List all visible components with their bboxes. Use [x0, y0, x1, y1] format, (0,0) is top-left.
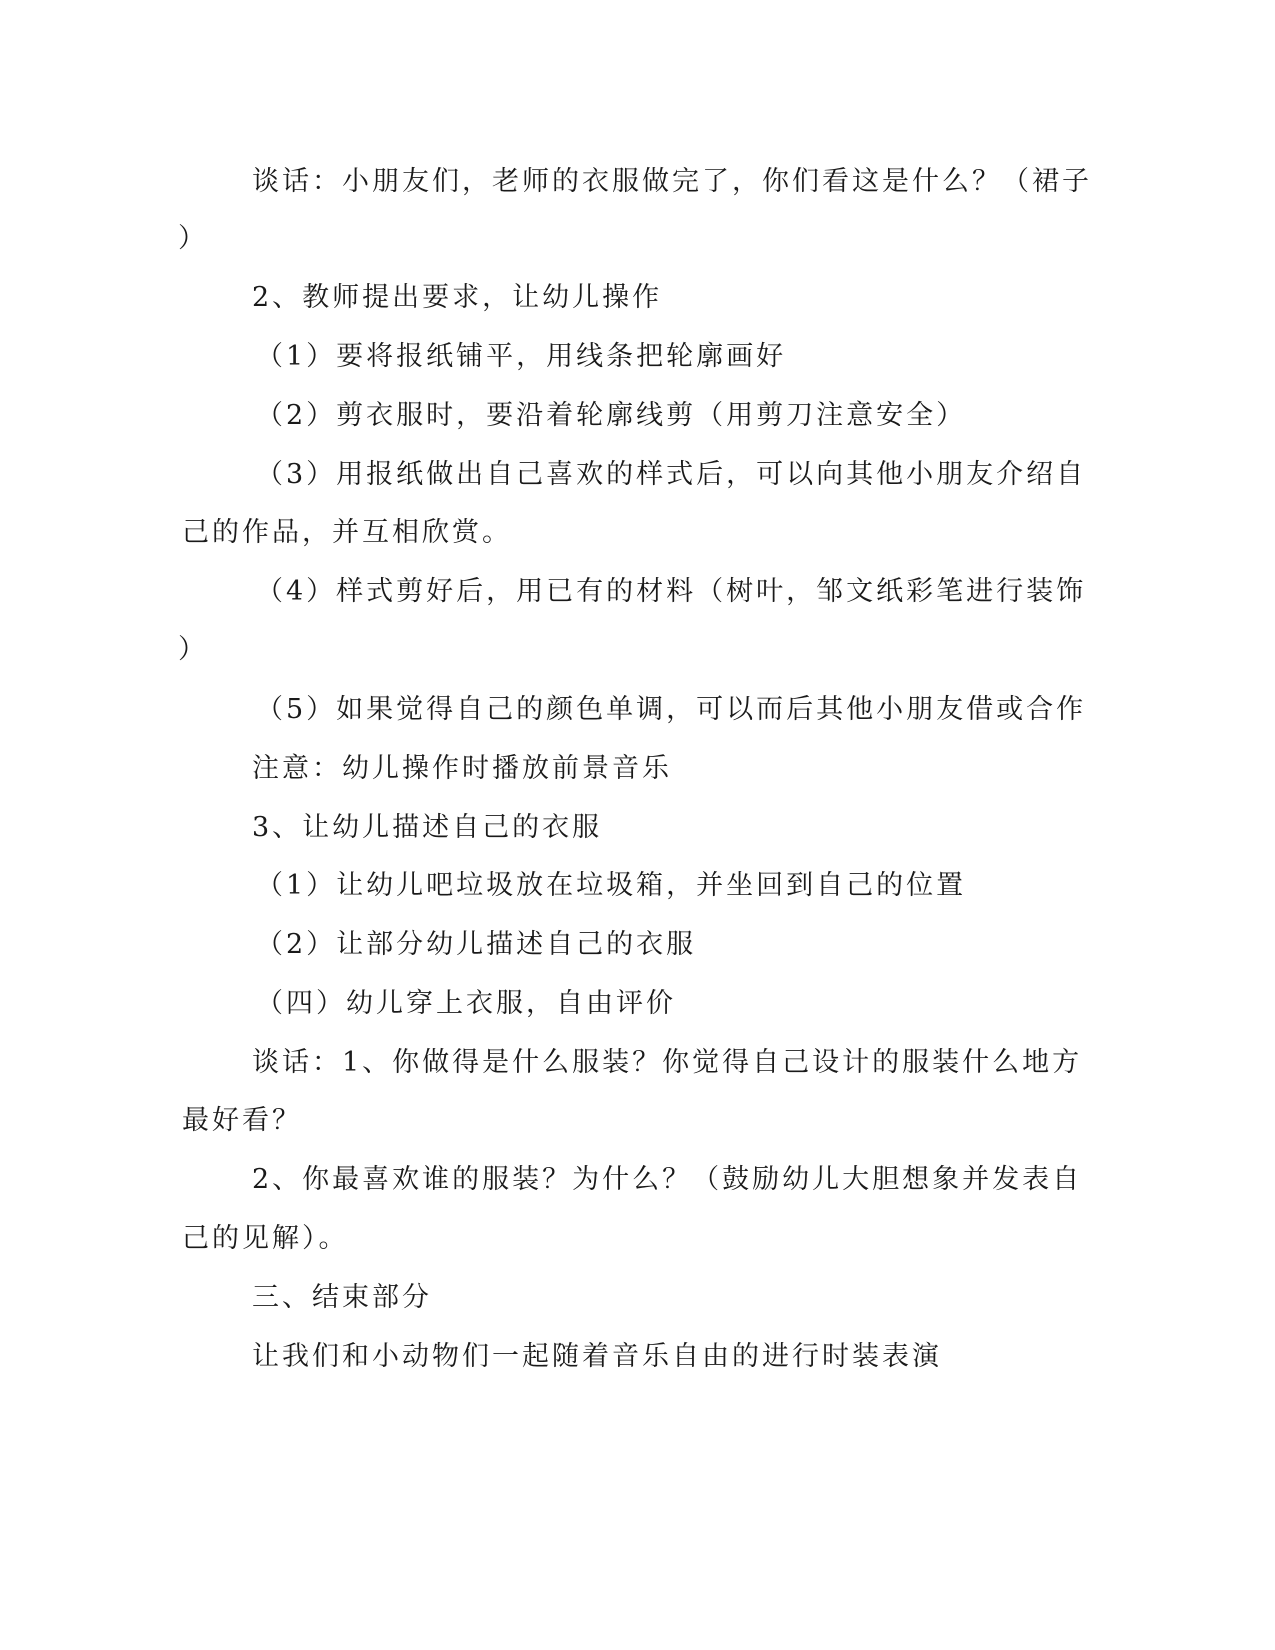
text-line: ）	[178, 634, 208, 665]
text-line: 三、结束部分	[252, 1282, 432, 1313]
text-line: ）	[178, 223, 208, 254]
text-line: 3、让幼儿描述自己的衣服	[252, 812, 603, 843]
text-line: （4）样式剪好后，用已有的材料（树叶，邹文纸彩笔进行装饰	[256, 576, 1087, 607]
text-line: 注意：幼儿操作时播放前景音乐	[252, 753, 672, 784]
text-line: （2）剪衣服时，要沿着轮廓线剪（用剪刀注意安全）	[256, 400, 967, 431]
text-line: 谈话：小朋友们，老师的衣服做完了，你们看这是什么？（裙子	[252, 166, 1092, 197]
text-line: 己的见解）。	[182, 1223, 349, 1254]
text-line: （5）如果觉得自己的颜色单调，可以而后其他小朋友借或合作	[256, 694, 1087, 725]
text-line: （四）幼儿穿上衣服，自由评价	[256, 988, 676, 1019]
text-line: 2、教师提出要求，让幼儿操作	[252, 282, 663, 313]
text-line: 让我们和小动物们一起随着音乐自由的进行时装表演	[252, 1341, 942, 1372]
text-line: 2、你最喜欢谁的服装？为什么？（鼓励幼儿大胆想象并发表自	[252, 1164, 1083, 1195]
text-line: （1）让幼儿吧垃圾放在垃圾箱，并坐回到自己的位置	[256, 870, 967, 901]
text-line: （3）用报纸做出自己喜欢的样式后，可以向其他小朋友介绍自	[256, 459, 1087, 490]
text-line: 最好看？	[182, 1105, 302, 1136]
text-line: 己的作品，并互相欣赏。	[182, 517, 512, 548]
text-line: 谈话：1、你做得是什么服装？你觉得自己设计的服装什么地方	[252, 1047, 1083, 1078]
text-line: （1）要将报纸铺平，用线条把轮廓画好	[256, 341, 787, 372]
text-line: （2）让部分幼儿描述自己的衣服	[256, 929, 697, 960]
